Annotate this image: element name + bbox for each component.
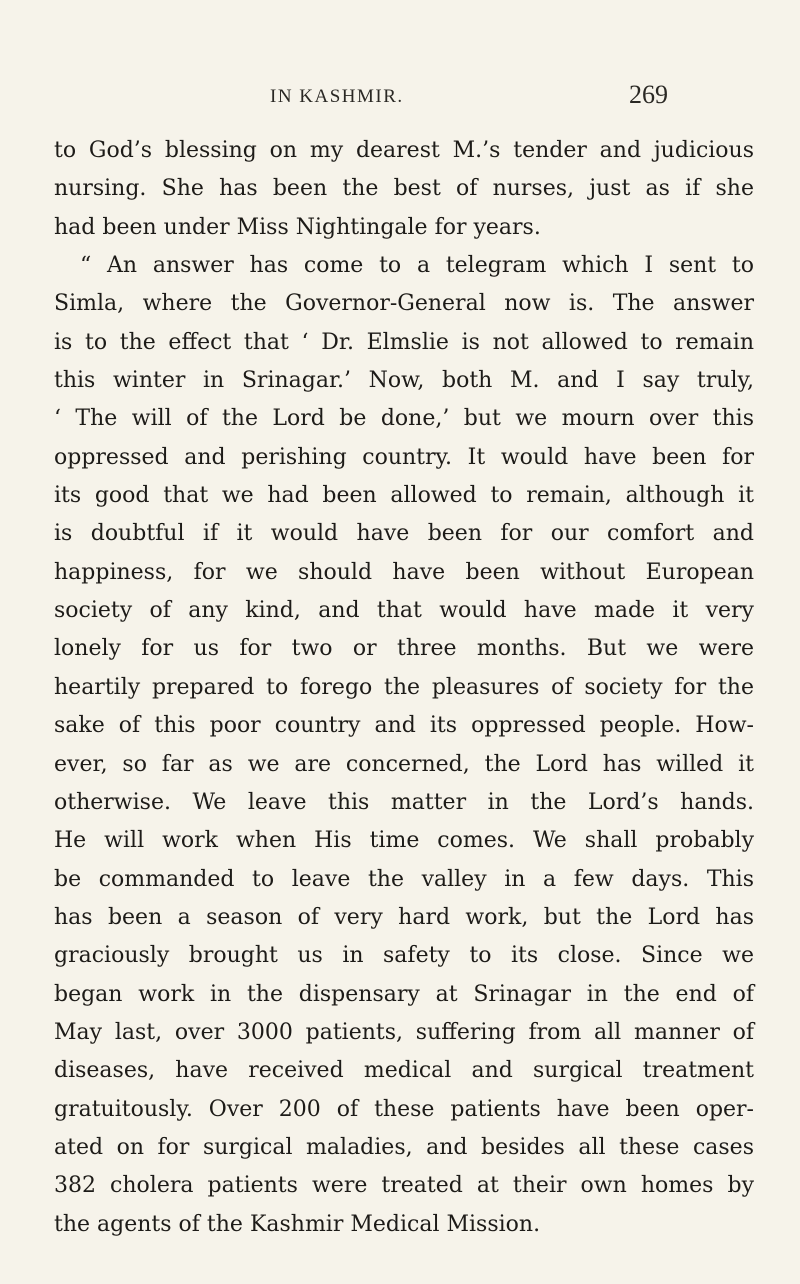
text-line: began work in the dispensary at Srinagar in the end of [54, 981, 754, 1007]
text-line: ated on for surgical maladies, and besides all these cases [54, 1134, 754, 1160]
text-line: sake of this poor country and its oppressed people. How- [54, 713, 754, 739]
body-text [54, 132, 754, 1244]
text-line: ever, so far as we are concerned, the Lord has willed it [54, 751, 754, 777]
text-line: 382 cholera patients were treated at their own homes by [54, 1173, 754, 1199]
text-line: society of any kind, and that would have made it very [54, 598, 754, 624]
text-line: “ An answer has come to a telegram which I sent to [80, 253, 754, 279]
text-line: happiness, for we should have been without European [54, 559, 754, 585]
text-line: He will work when His time comes. We shall probably [54, 828, 754, 854]
text-line: heartily prepared to forego the pleasures of society for the [54, 674, 754, 700]
text-line: oppressed and perishing country. It would have been for [54, 444, 754, 470]
text-line: be commanded to leave the valley in a few days. This [54, 866, 754, 892]
text-line: nursing. She has been the best of nurses, just as if she [54, 176, 754, 202]
text-line: is doubtful if it would have been for our comfort and [54, 521, 754, 547]
text-line: this winter in Srinagar.’ Now, both M. and I say truly, [54, 368, 754, 394]
text-line: diseases, have received medical and surgical treatment [54, 1058, 754, 1084]
text-line: May last, over 3000 patients, suffering from all manner of [54, 1019, 754, 1045]
text-line: is to the effect that ‘ Dr. Elmslie is not allowed to remain [54, 329, 754, 355]
text-line: ‘ The will of the Lord be done,’ but we mourn over this [54, 406, 754, 432]
text-line: otherwise. We leave this matter in the Lord’s hands. [54, 789, 754, 815]
text-line: had been under Miss Nightingale for years. [54, 214, 541, 240]
text-line: gratuitously. Over 200 of these patients have been oper- [54, 1096, 754, 1122]
page-number: 269 [629, 80, 668, 109]
text-line: to God’s blessing on my dearest M.’s tender and judicious [54, 138, 754, 163]
text-line: Simla, where the Governor-General now is. The answer [54, 291, 754, 317]
text-line: graciously brought us in safety to its close. Since we [54, 943, 754, 969]
running-head: IN KASHMIR. [270, 86, 404, 107]
text-line: has been a season of very hard work, but the Lord has [54, 904, 754, 930]
text-line: the agents of the Kashmir Medical Mission. [54, 1211, 541, 1237]
text-line: lonely for us for two or three months. But we were [54, 636, 754, 662]
text-line: its good that we had been allowed to remain, although it [54, 483, 754, 509]
